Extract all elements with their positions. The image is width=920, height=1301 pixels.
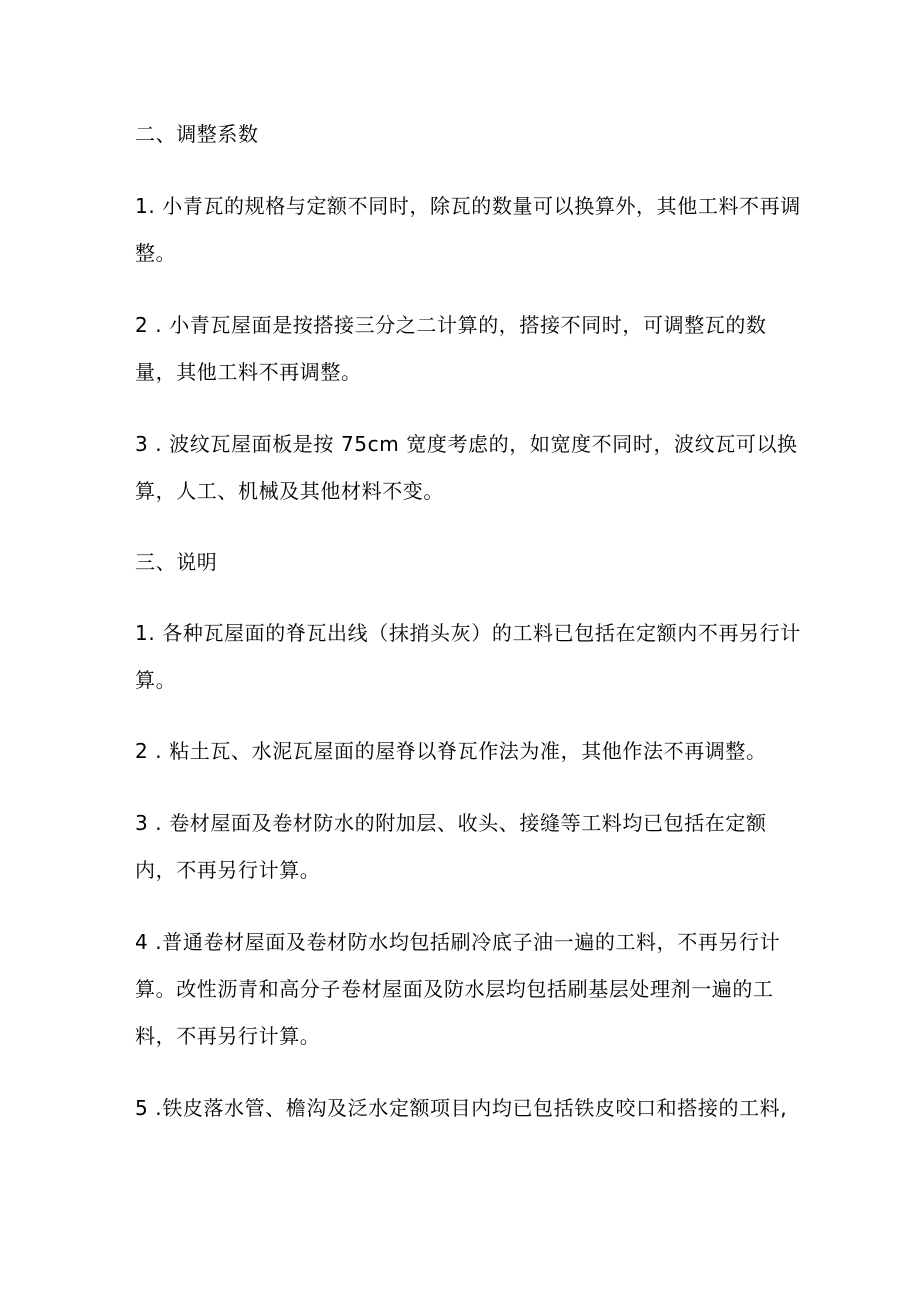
paragraph-line: 整。: [135, 241, 177, 265]
paragraph-line: 4 .普通卷材屋面及卷材防水均包括刷冷底子油一遍的工料，不再另行计: [135, 930, 781, 954]
paragraph-line: 内，不再另行计算。: [135, 858, 321, 882]
paragraph-line: 2 . 小青瓦屋面是按搭接三分之二计算的，搭接不同时，可调整瓦的数: [135, 313, 767, 337]
paragraph-line: 3 . 波纹瓦屋面板是按 75cm 宽度考虑的，如宽度不同时，波纹瓦可以换: [135, 432, 798, 456]
paragraph-line: 料，不再另行计算。: [135, 1024, 321, 1048]
paragraph-line: 3 . 卷材屋面及卷材防水的附加层、收头、接缝等工料均已包括在定额: [135, 811, 767, 835]
section-heading-notes: 三、说明: [135, 550, 218, 574]
paragraph-line: 2 . 粘土瓦、水泥瓦屋面的屋脊以脊瓦作法为准，其他作法不再调整。: [135, 739, 767, 763]
paragraph-line: 1. 各种瓦屋面的脊瓦出线（抹捎头灰）的工料已包括在定额内不再另行计: [135, 621, 801, 645]
paragraph-line: 算。: [135, 668, 177, 692]
paragraph-line: 算。改性沥青和高分子卷材屋面及防水层均包括刷基层处理剂一遍的工: [135, 977, 774, 1001]
paragraph-line: 量，其他工料不再调整。: [135, 360, 362, 384]
section-heading-adjustment: 二、调整系数: [135, 122, 259, 146]
paragraph-line: 1. 小青瓦的规格与定额不同时，除瓦的数量可以换算外，其他工料不再调: [135, 194, 801, 218]
paragraph-line: 算，人工、机械及其他材料不变。: [135, 479, 444, 503]
paragraph-line: 5 .铁皮落水管、檐沟及泛水定额项目内均已包括铁皮咬口和搭接的工料,: [135, 1096, 788, 1120]
